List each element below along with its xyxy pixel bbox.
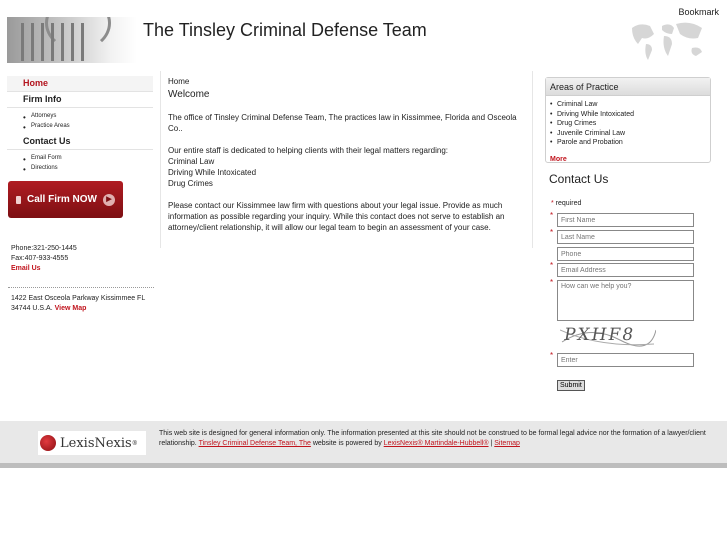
area-item[interactable]: • Criminal Law [550,100,710,110]
powered-by-text: website is powered by [312,440,382,447]
areas-of-practice-box [545,77,711,163]
required-note [551,200,581,207]
captcha-field[interactable] [557,353,694,367]
call-firm-button[interactable] [8,181,123,218]
required-label: required [553,200,582,207]
contact-info [11,244,77,274]
divider [8,287,154,288]
lexisnexis-link[interactable]: LexisNexis® Martindale-Hubbell® [383,440,489,447]
breadcrumb: Home [168,77,190,86]
required-star: * [550,211,554,220]
required-star: * [550,228,554,237]
service-item: Drug Crimes [168,179,213,188]
submit-button[interactable]: Submit [557,380,585,391]
area-item[interactable]: • Juvenile Criminal Law [550,129,710,139]
nav-contact-us[interactable]: Contact Us [7,134,153,150]
arrow-right-icon: ▶ [103,194,115,206]
sitemap-link[interactable]: Sitemap [494,440,520,447]
contact-form-title: Contact Us [549,172,609,186]
disclaimer-text: This web site is designed for general information only. The information presented at this site should not be construed to be formal legal advice nor the formation of a lawyer/client relationship. [159,430,706,447]
lexisnexis-wordmark: LexisNexis [60,435,132,451]
captcha-text: PXHF8 [562,325,637,345]
call-firm-label: Call Firm NOW [26,194,97,205]
world-map-icon [628,18,708,62]
footer-separator: | [490,440,493,447]
required-star: * [550,278,554,287]
page-title: Welcome [168,89,210,100]
message-field[interactable] [557,280,694,321]
email-field[interactable] [557,263,694,277]
address-block [11,294,151,314]
area-item[interactable]: • Parole and Probation [550,138,710,148]
captcha-image [560,322,656,350]
nav-practice-areas[interactable]: • Practice Areas [23,121,153,131]
contact-paragraph: Please contact our Kissimmee law firm with questions about your legal issue. Provide as much information as possible regarding your inquiry. While this contact does not serve to establish an attorney/client relationship, it will allow our legal team to begin an assessment of your case. [168,201,505,232]
nav-directions[interactable]: • Directions [23,163,153,173]
required-star: * [550,261,554,270]
first-name-field[interactable] [557,213,694,227]
nav-email-form[interactable]: • Email Form [23,153,153,163]
lexisnexis-icon [40,435,56,451]
phone-icon [16,196,21,204]
phone-number: Phone:321-250-1445 [11,245,77,252]
more-areas-link[interactable]: More [550,155,567,163]
area-item[interactable]: • Drug Crimes [550,119,710,129]
areas-list [550,100,710,148]
view-map-link[interactable]: View Map [54,305,87,312]
column-divider-right [532,71,533,248]
site-title: The Tinsley Criminal Defense Team [143,20,427,40]
last-name-field[interactable] [557,230,694,244]
nav-attorneys[interactable]: • Attorneys [23,111,153,121]
services-intro: Our entire staff is dedicated to helping clients with their legal matters regarding: [168,146,448,155]
main-content [168,76,520,244]
lexisnexis-logo[interactable]: LexisNexis ® [38,431,146,455]
phone-field[interactable] [557,247,694,261]
bookmark-link[interactable]: Bookmark [678,7,719,17]
services-paragraph [168,145,520,189]
required-star: * [550,351,554,360]
site-header [0,0,727,70]
area-item[interactable]: • Driving While Intoxicated [550,110,710,120]
service-item: Criminal Law [168,157,215,166]
intro-paragraph: The office of Tinsley Criminal Defense Team, The practices law in Kissimmee, Florida and Osceola Co.. [168,113,517,133]
capitol-dome-logo [7,17,137,63]
firm-info-submenu [23,111,153,131]
left-navigation [7,76,153,176]
fax-number: Fax:407-933-4555 [11,255,69,262]
firm-link[interactable]: Tinsley Criminal Defense Team, The [198,440,311,447]
areas-title: Areas of Practice [546,78,710,96]
required-star: * [551,200,554,207]
column-divider-left [160,71,161,248]
nav-home[interactable]: Home [7,76,153,92]
footer-disclaimer [159,429,707,449]
service-item: Driving While Intoxicated [168,168,257,177]
contact-submenu [23,153,153,173]
address-text: 1422 East Osceola Parkway Kissimmee FL 34744 U.S.A. [11,295,145,312]
email-us-link[interactable]: Email Us [11,265,41,272]
nav-firm-info[interactable]: Firm Info [7,92,153,108]
